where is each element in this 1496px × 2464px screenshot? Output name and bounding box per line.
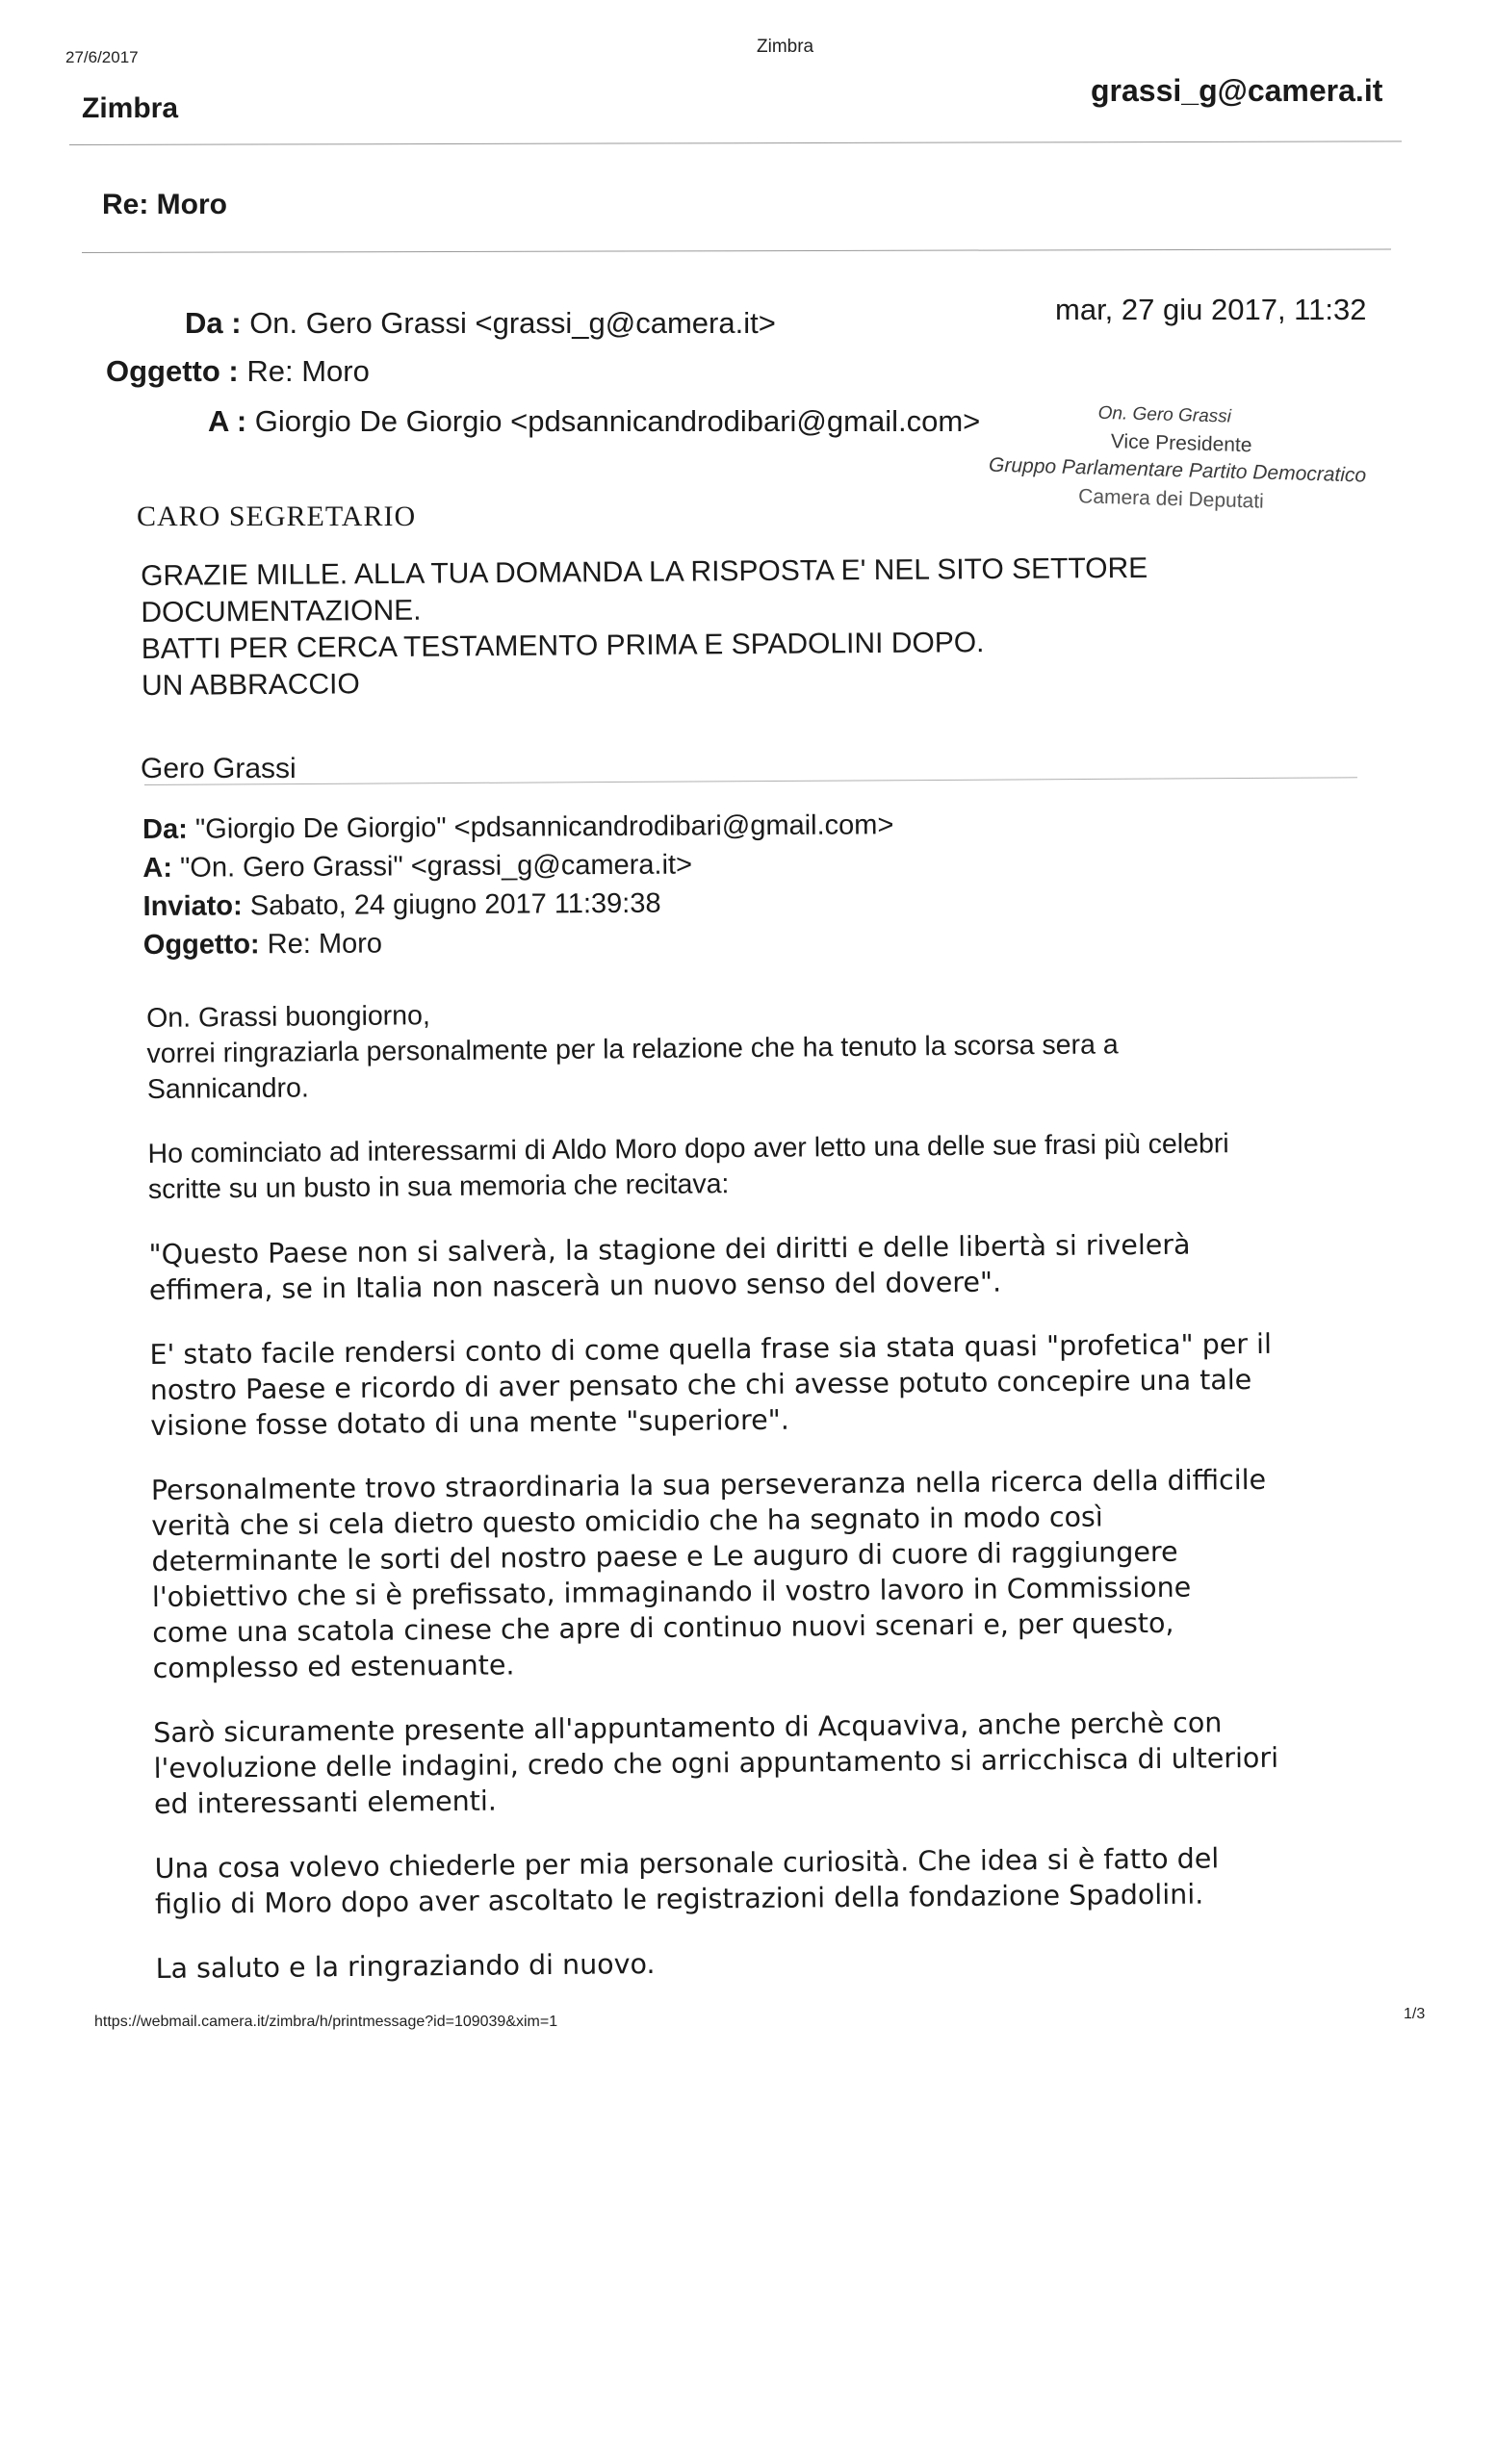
quoted-line: visione fosse dotato di una mente "superiore". [150,1403,789,1442]
quoted-sent-value: Sabato, 24 giugno 2017 11:39:38 [242,887,661,922]
quoted-sent-label: Inviato: [142,890,243,922]
quoted-paragraph [146,990,1272,1108]
page-number: 1/3 [1404,2006,1426,2022]
quoted-line: l'evoluzione delle indagini, credo che ogni appuntamento si arricchisca di ulteriori [153,1741,1279,1784]
header-to [208,404,980,439]
quoted-line: Sannicandro. [146,1072,309,1105]
quoted-paragraph [148,1226,1274,1308]
signature-stamp [964,399,1409,537]
quoted-line: "Questo Paese non si salverà, la stagione dei diritti e delle libertà si rivelerà [148,1228,1191,1270]
quoted-sent [142,883,893,926]
quoted-to [142,844,893,887]
quote-divider [144,777,1357,785]
reply-line: DOCUMENTAZIONE. [141,594,422,629]
quoted-line: figlio di Moro dopo aver ascoltato le registrazioni della fondazione Spadolini. [154,1878,1204,1920]
subject-value: Re: Moro [238,354,370,388]
print-url: https://webmail.camera.it/zimbra/h/printmessage?id=109039&xim=1 [94,2014,558,2030]
quoted-header [142,806,894,964]
quoted-from [142,806,893,849]
quoted-from-value: "Giorgio De Giorgio" <pdsannicandrodibari@gmail.com> [187,809,894,845]
quoted-line: nostro Paese e ricordo di aver pensato che chi avesse potuto concepire una tale [149,1363,1252,1406]
message-date: mar, 27 giu 2017, 11:32 [1055,293,1367,326]
from-label: Da : [185,306,242,340]
reply-signature: Gero Grassi [141,753,297,784]
header-divider [69,141,1402,145]
quoted-line: Ho cominciato ad interessarmi di Aldo Moro dopo aver letto una delle sue frasi più celebri [147,1128,1229,1169]
quoted-paragraph [154,1840,1279,1922]
quoted-line: verità che si cela dietro questo omicidio che ha segnato in modo così [151,1501,1103,1542]
quoted-line: On. Grassi buongiorno, [146,1000,430,1034]
reply-greeting: CARO SEGRETARIO [137,500,417,532]
quoted-line: Una cosa volevo chiederle per mia personale curiosità. Che idea si è fatto del [154,1842,1220,1885]
print-title: Zimbra [757,37,814,57]
account-email: grassi_g@camera.it [1091,73,1383,108]
quoted-paragraph [151,1462,1278,1686]
quoted-paragraph [155,1940,1280,1987]
reply-line: GRAZIE MILLE. ALLA TUA DOMANDA LA RISPOSTA E' NEL SITO SETTORE [141,552,1148,592]
to-value: Giorgio De Giorgio <pdsannicandrodibari@gmail.com> [246,404,981,438]
stamp-group: Gruppo Parlamentare Partito Democratico [988,453,1367,487]
quoted-to-label: A: [142,852,173,884]
header-subject [106,354,370,389]
quoted-line: complesso ed estenuante. [152,1649,515,1684]
quoted-line: come una scatola cinese che apre di continuo nuovi scenari e, per questo, [152,1606,1174,1649]
quoted-line: effimera, se in Italia non nascerà un nuovo senso del dovere". [148,1266,1002,1306]
header-from [185,306,776,341]
app-brand: Zimbra [82,92,179,124]
quoted-line: ed interessanti elementi. [153,1784,498,1820]
quoted-line: Sarò sicuramente presente all'appuntamento di Acquaviva, anche perchè con [153,1707,1223,1749]
quoted-line: determinante le sorti del nostro paese e Le auguro di cuore di raggiungere [151,1535,1178,1578]
stamp-chamber: Camera dei Deputati [1077,485,1265,513]
quoted-to-value: "On. Gero Grassi" <grassi_g@camera.it> [171,849,693,884]
reply-line: BATTI PER CERCA TESTAMENTO PRIMA E SPADOLINI DOPO. [141,627,985,665]
stamp-name: On. Gero Grassi [1097,402,1232,427]
message-subject: Re: Moro [102,189,227,220]
quoted-from-label: Da: [142,813,188,845]
reply-line: UN ABBRACCIO [141,668,360,702]
quoted-subject [143,921,894,964]
stamp-role: Vice Presidente [1110,430,1252,457]
quoted-line: Personalmente trovo straordinaria la sua perseveranza nella ricerca della difficile [150,1463,1267,1506]
quoted-subject-value: Re: Moro [259,928,383,961]
quoted-subject-label: Oggetto: [142,929,260,961]
quoted-body [146,990,1281,2015]
quoted-line: E' stato facile rendersi conto di come quella frase sia stata quasi "profetica" per il [149,1327,1273,1371]
from-value: On. Gero Grassi <grassi_g@camera.it> [241,306,776,340]
quoted-line: l'obiettivo che si è prefissato, immaginando il vostro lavoro in Commissione [151,1571,1192,1613]
quoted-line: vorrei ringraziarla personalmente per la relazione che ha tenuto la scorsa sera a [146,1029,1119,1069]
print-date: 27/6/2017 [65,48,139,66]
quoted-paragraph [149,1326,1275,1444]
reply-body [141,551,1148,705]
quoted-line: La saluto e la ringraziando di nuovo. [155,1947,656,1985]
quoted-paragraph [147,1126,1273,1208]
quoted-line: scritte su un busto in sua memoria che recitava: [147,1168,730,1205]
to-label: A : [208,404,247,438]
quoted-paragraph [153,1705,1278,1822]
subject-divider [82,248,1391,253]
subject-label: Oggetto : [106,354,239,388]
